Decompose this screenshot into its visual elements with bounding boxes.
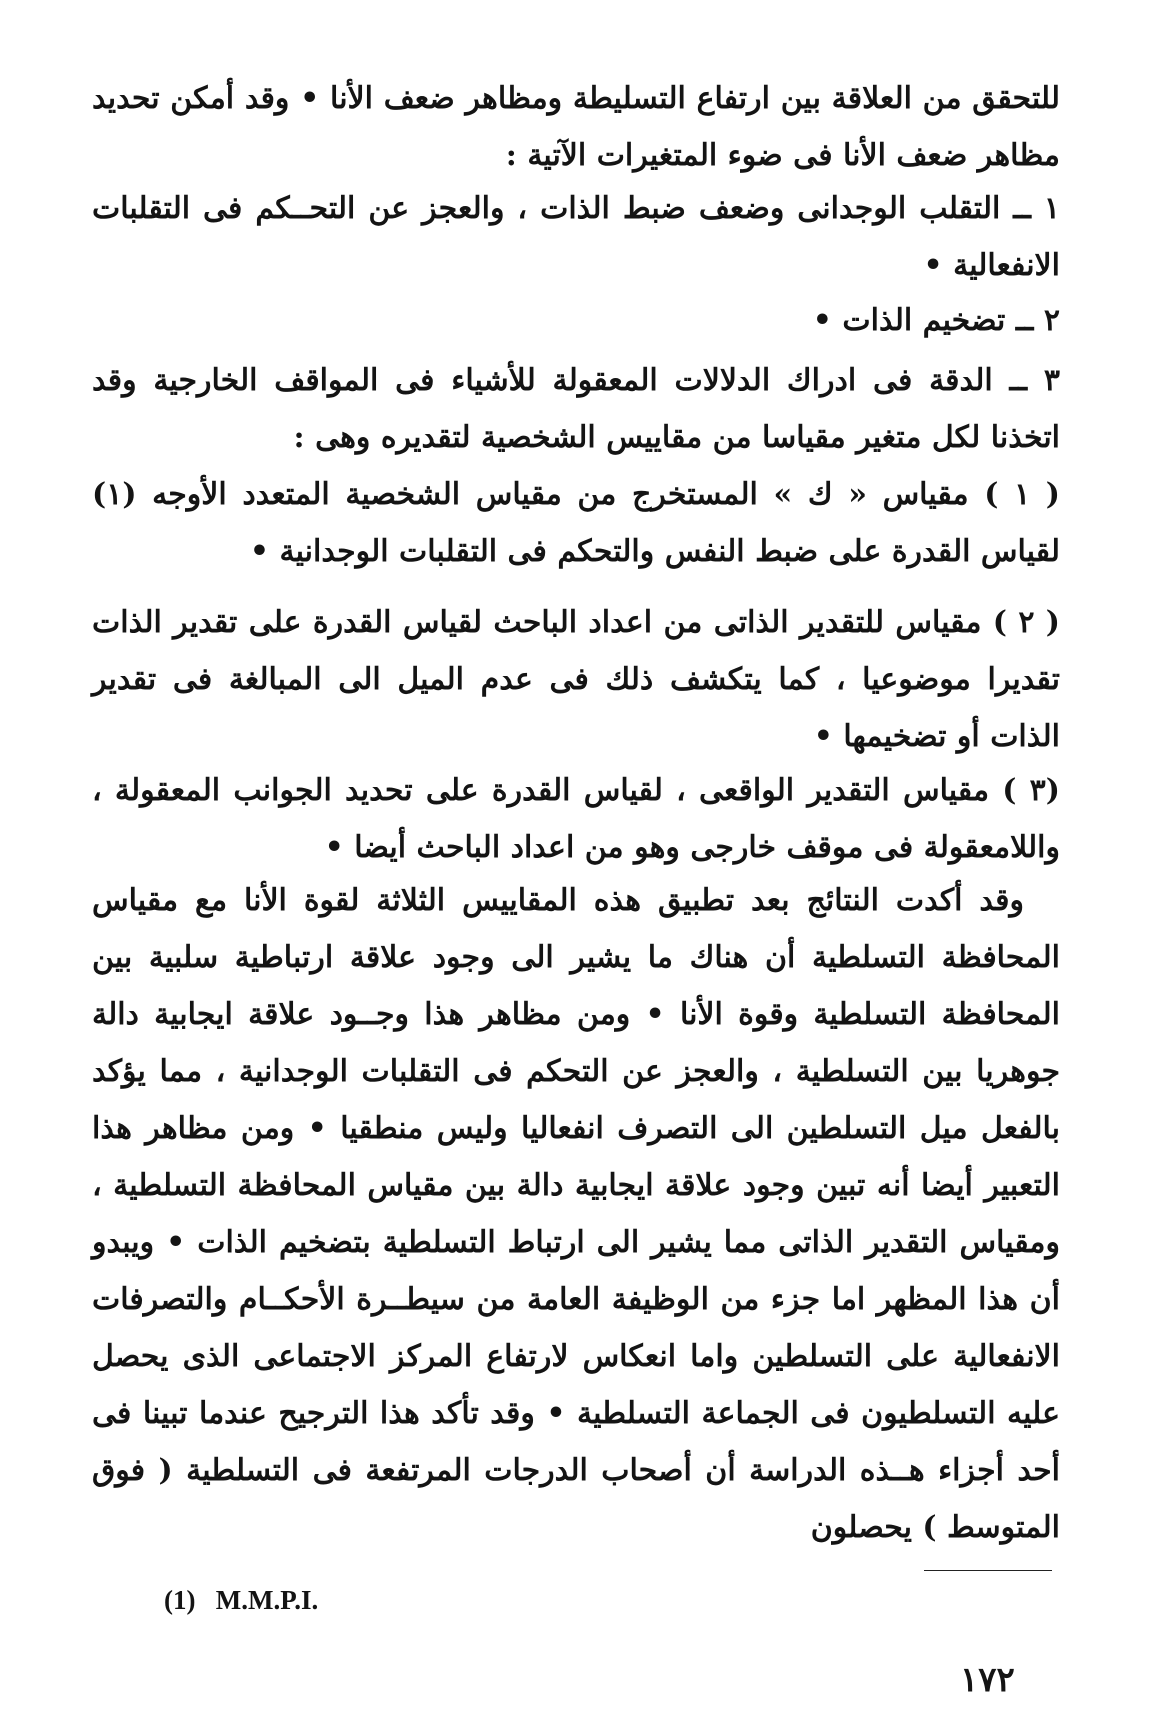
page-number: ١٧٢ [960,1660,1015,1700]
scale-item-2: ( ٢ ) مقياس للتقدير الذاتى من اعداد الباحث لقياس القدرة على تقدير الذات تقديرا موضوعيا ، كما يتكشف ذلك فى عدم الميل الى المبالغة فى تقدير الذات أو تضخيمها • [92,605,1060,754]
intro-paragraph: للتحقق من العلاقة بين ارتفاع التسليطة ومظاهر ضعف الأنا • وقد أمكن تحديد مظاهر ضعف الأنا فى ضوء المتغيرات الآتية : [92,81,1060,173]
footnote: (1) M.M.P.I. [164,1585,319,1615]
footnote-divider [924,1570,1052,1571]
scale-item-1: ( ١ ) مقياس « ك » المستخرج من مقياس الشخصية المتعدد الأوجه (١) لقياس القدرة على ضبط النفس والتحكم فى التقلبات الوجدانية • [92,477,1060,569]
variable-item-2: ٢ ــ تضخيم الذات • [812,303,1060,338]
variable-item-1: ١ ــ التقلب الوجدانى وضعف ضبط الذات ، والعجز عن التحــكم فى التقلبات الانفعالية • [92,191,1060,283]
results-paragraph: وقد أكدت النتائج بعد تطبيق هذه المقاييس الثلاثة لقوة الأنا مع مقياس المحافظة التسلطية أن هناك ما يشير الى وجود علاقة ارتباطية سلبية بين المحافظة التسلطية وقوة الأنا • ومن مظاهر هذا وجــود علاقة ايجابية دالة جوهريا بين التسلطية ، والعجز عن التحكم فى التقلبات الوجدانية ، مما يؤكد بالفعل ميل التسلطين الى التصرف انفعاليا وليس منطقيا • ومن مظاهر هذا التعبير أيضا أنه تبين وجود علاقة ايجابية دالة بين مقياس المحافظة التسلطية ، ومقياس التقدير الذاتى مما يشير الى ارتباط التسلطية بتضخيم الذات • ويبدو أن هذا المظهر اما جزء من الوظيفة العامة من سيطــرة الأحكــام والتصرفات الانفعالية على التسلطين واما انعكاس لارتفاع المركز الاجتماعى الذى يحصل عليه التسلطيون فى الجماعة التسلطية • وقد تأكد هذا الترجيح عندما تبينا فى أحد أجزاء هــذه الدراسة أن أصحاب الدرجات المرتفعة فى التسلطية ( فوق المتوسط ) يحصلون [92,883,1060,1545]
variable-item-3: ٣ ــ الدقة فى ادراك الدلالات المعقولة للأشياء فى المواقف الخارجية وقد اتخذنا لكل متغير مقياسا من مقاييس الشخصية لتقديره وهى : [92,363,1060,455]
scale-item-3: (٣ ) مقياس التقدير الواقعى ، لقياس القدرة على تحديد الجوانب المعقولة ، واللامعقولة فى موقف خارجى وهو من اعداد الباحث أيضا • [92,773,1060,865]
